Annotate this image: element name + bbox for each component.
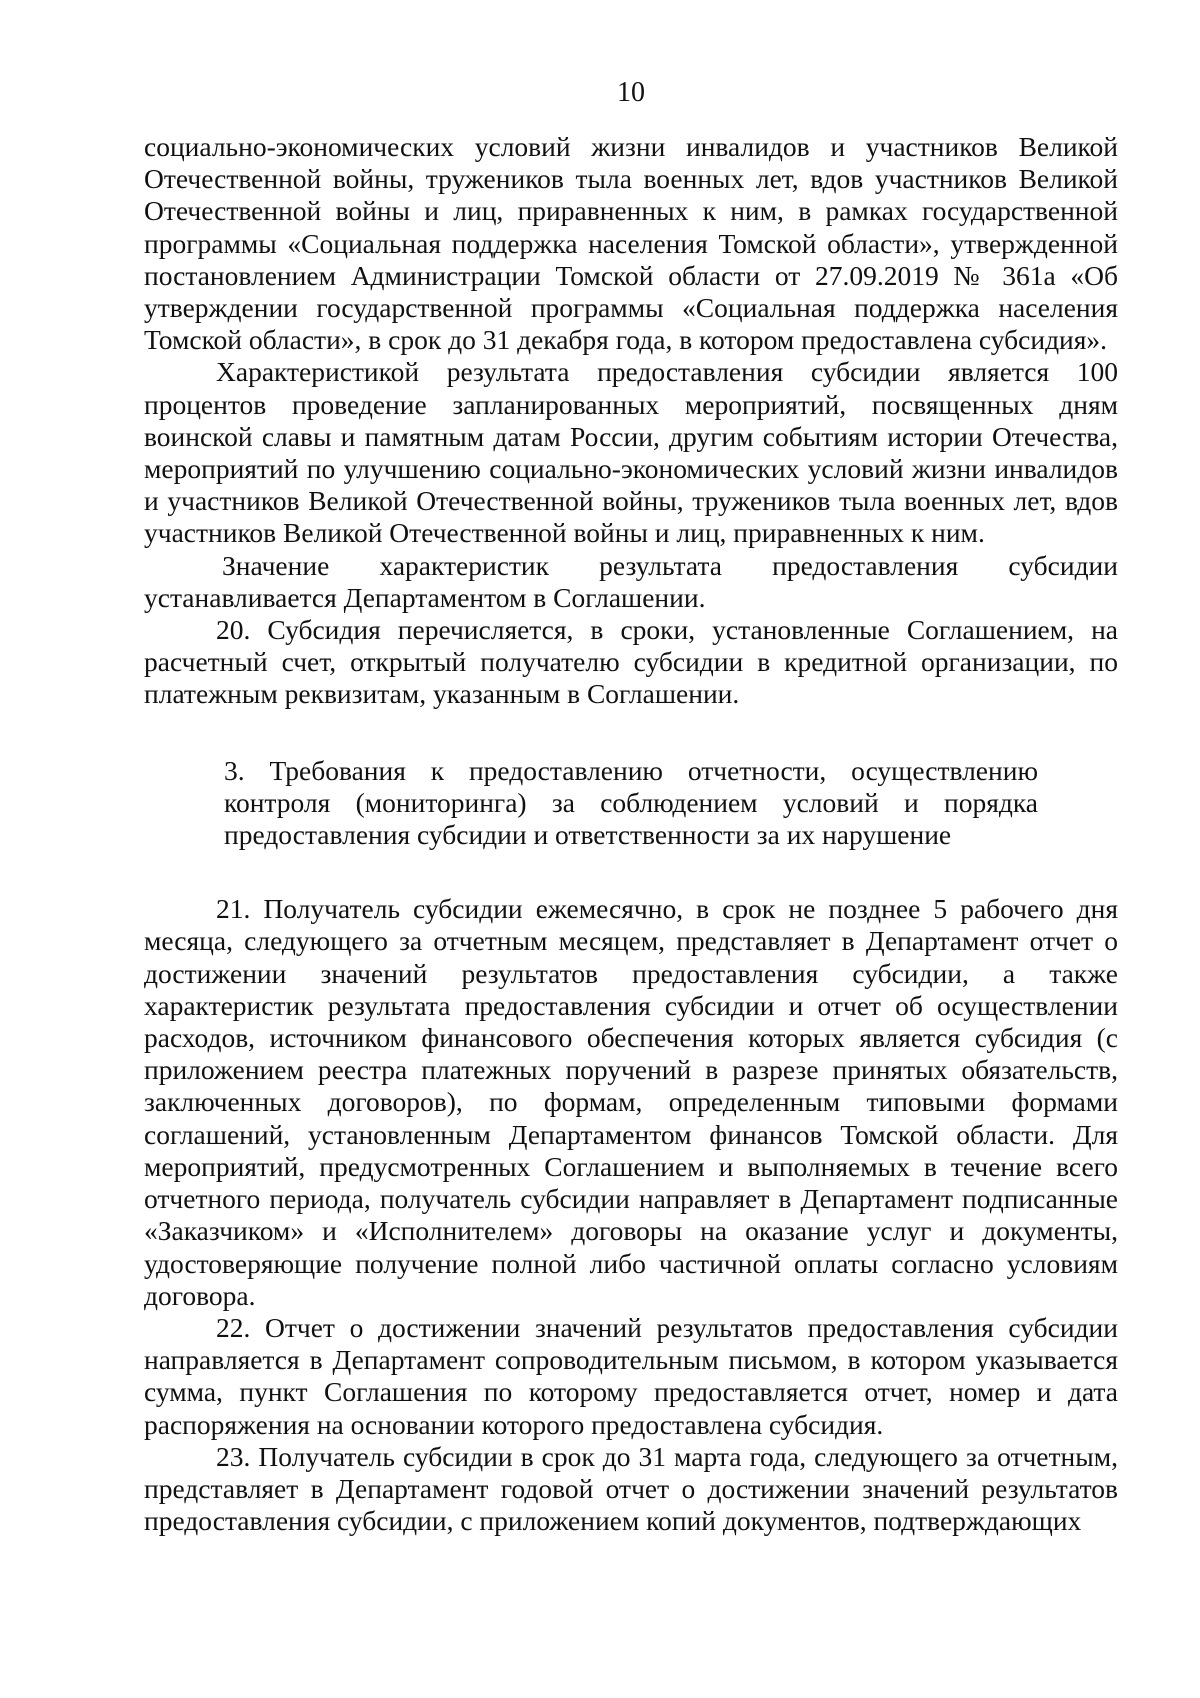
paragraph-item-21: 21. Получатель субсидии ежемесячно, в срок не позднее 5 рабочего дня месяца, следующего за отчетным месяцем, представляет в Департамент отчет о достижении значений результатов предоставления субсидии, а также характеристик результата предоставления субсидии и отчет об осуществлении расходов, источником финансового обеспечения которых является субсидия (с приложением реестра платежных поручений в разрезе принятых обязательств, заключенных договоров), по формам, определенным типовыми формами соглашений, установленным Департаментом финансов Томской области. Для мероприятий, предусмотренных Соглашением и выполняемых в течение всего отчетного периода, получатель субсидии направляет в Департамент подписанные «Заказчиком» и «Исполнителем» договоры на оказание услуг и документы, удостоверяющие получение полной либо частичной оплаты согласно условиям договора. [144,893,1118,1311]
spacer [144,851,1118,893]
paragraph-continuation: социально-экономических условий жизни инвалидов и участников Великой Отечественной войны, тружеников тыла военных лет, вдов участников Великой Отечественной войны и лиц, приравненных к ним, в рамках государственной программы «Социальная поддержка населения Томской области», утвержденной постановлением Администрации Томской области от 27.09.2019 № 361а «Об утверждении государственной программы «Социальная поддержка населения Томской области», в срок до 31 декабря года, в котором предоставлена субсидия». [144,131,1118,356]
spacer [144,711,1118,755]
page-number: 10 [617,77,645,108]
section-heading: 3. Требования к предоставлению отчетности, осуществлению контроля (мониторинга) за соблюдением условий и порядка предоставления субсидии и ответственности за их нарушение [224,754,1038,851]
paragraph-item-22: 22. Отчет о достижении значений результатов предоставления субсидии направляется в Департамент сопроводительным письмом, в котором указывается сумма, пункт Соглашения по которому предоставляется отчет, номер и дата распоряжения на основании которого предоставлена субсидия. [144,1311,1118,1440]
paragraph-result-characteristic: Характеристикой результата предоставления субсидии является 100 процентов проведение запланированных мероприятий, посвященных дням воинской славы и памятным датам России, другим событиям истории Отечества, мероприятий по улучшению социально-экономических условий жизни инвалидов и участников Великой Отечественной войны, тружеников тыла военных лет, вдов участников Великой Отечественной войны и лиц, приравненных к ним. [144,356,1118,549]
paragraph-item-23: 23. Получатель субсидии в срок до 31 марта года, следующего за отчетным, представляет в Департамент годовой отчет о достижении значений результатов предоставления субсидии, с приложением копий документов, подтверждающих [144,1440,1118,1537]
document-body [144,131,1118,1537]
paragraph-item-20: 20. Субсидия перечисляется, в сроки, установленные Соглашением, на расчетный счет, открытый получателю субсидии в кредитной организации, по платежным реквизитам, указанным в Соглашении. [144,614,1118,710]
paragraph-characteristic-value: Значение характеристик результата предоставления субсидии устанавливается Департаментом в Соглашении. [144,549,1118,613]
